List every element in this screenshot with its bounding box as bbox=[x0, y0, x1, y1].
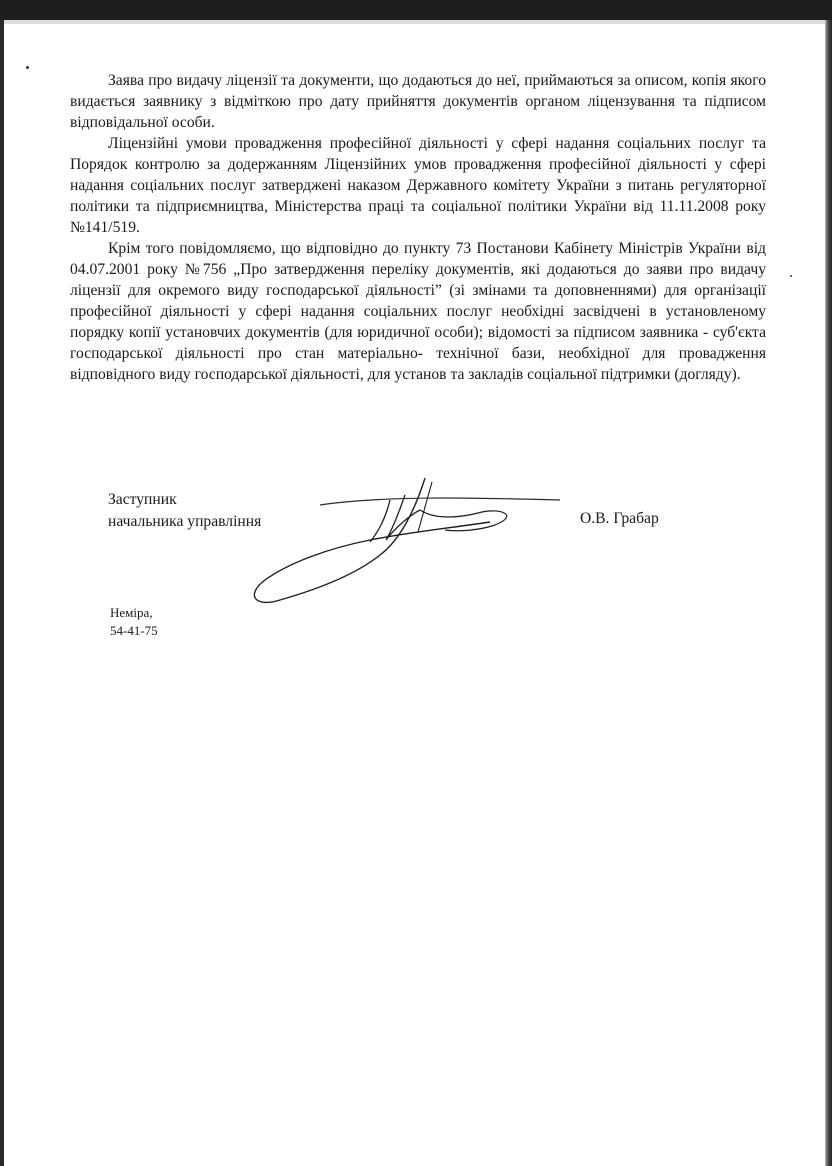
scan-right-border bbox=[825, 20, 832, 1166]
scan-speck bbox=[26, 66, 29, 69]
paragraph-license-conditions: Ліцензійні умови провадження професійної діяльності у сфері надання соціальних послуг та Порядок контролю за додержанням Ліцензійних умов провадження професійної діяльності у сфері надання соціальних послуг затверджені наказом Державного комітету України з питань регуляторної політики та підприємництва, Міністерства праці та соціальної політики України від 11.11.2008 року №141/519. bbox=[70, 135, 766, 236]
letter-body bbox=[70, 70, 766, 385]
scan-speck bbox=[790, 275, 792, 277]
scan-left-border bbox=[0, 20, 4, 1166]
paragraph-application: Заява про видачу ліцензії та документи, що додаються до неї, приймаються за описом, копія якого видається заявнику з відміткою про дату прийняття документів органом ліцензування та підписом відповідальної особи. bbox=[70, 72, 766, 131]
executor-name: Неміра, bbox=[110, 605, 153, 620]
signatory-name: О.В. Грабар bbox=[580, 510, 659, 527]
signatory-position-line2: начальника управління bbox=[108, 513, 262, 530]
signatory-position-line1: Заступник bbox=[108, 491, 177, 508]
paragraph-required-documents: Крім того повідомляємо, що відповідно до пункту 73 Постанови Кабінету Міністрів України від 04.07.2001 року №756 „Про затвердження переліку документів, які додаються до заяви про видачу ліцензії для окремого виду господарської діяльності” (зі змінами та доповненнями) для організації професійної діяльності у сфері надання соціальних послуг необхідні засвідчені в установленому порядку копії установчих документів (для юридичної особи); відомості за підписом заявника - суб'єкта господарської діяльності про стан матеріально- технічної бази, необхідної для провадження відповідного виду господарської діяльності, для установ та закладів соціальної підтримки (догляду). bbox=[70, 240, 766, 383]
handwritten-signature bbox=[220, 470, 600, 620]
scan-top-border-edge bbox=[0, 20, 832, 24]
executor-phone: 54-41-75 bbox=[110, 623, 158, 638]
executor-contact bbox=[110, 604, 158, 640]
scan-top-border bbox=[0, 0, 832, 20]
